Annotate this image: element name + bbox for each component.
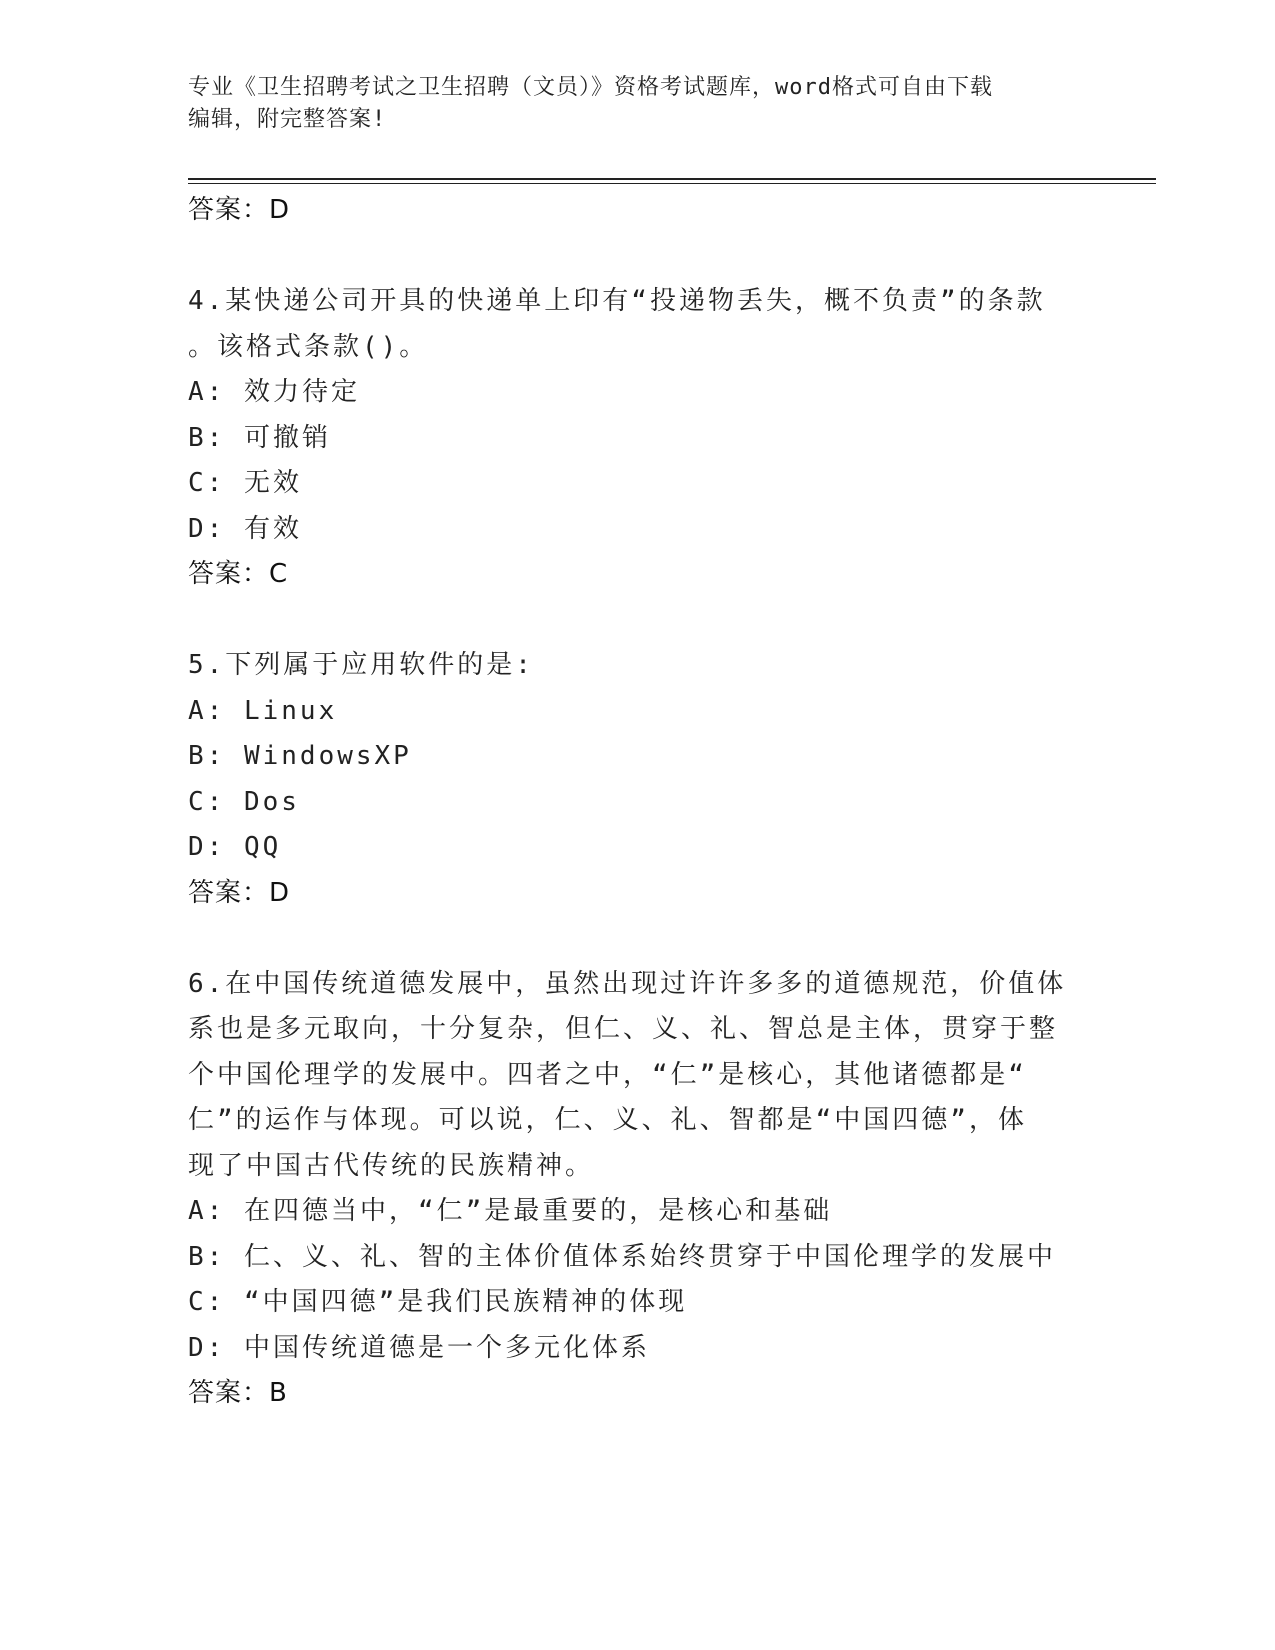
question-stem-line: 系也是多元取向，十分复杂，但仁、义、礼、智总是主体，贯穿于整 (188, 1014, 1059, 1044)
header-divider-thin (188, 183, 1156, 184)
question-stem-line: 个中国伦理学的发展中。四者之中，“仁”是核心，其他诸德都是“ (188, 1059, 1027, 1090)
option-c: C: 无效 (188, 468, 302, 498)
answer: 答案：C (188, 559, 289, 589)
spacer (188, 916, 1088, 962)
option-d: D: 有效 (188, 513, 302, 544)
question-5 (188, 643, 1088, 916)
previous-answer: 答案：D (188, 195, 291, 225)
question-stem-line: 4.某快递公司开具的快递单上印有“投递物丢失，概不负责”的条款 (188, 286, 1046, 316)
option-b: B: 仁、义、礼、智的主体价值体系始终贯穿于中国伦理学的发展中 (188, 1241, 1056, 1272)
question-6 (188, 962, 1088, 1417)
option-a: A: 在四德当中，“仁”是最重要的，是核心和基础 (188, 1196, 833, 1226)
document-header (188, 72, 1078, 136)
question-list (188, 188, 1088, 1417)
question-stem-line: 5.下列属于应用软件的是: (188, 650, 534, 680)
option-b: B: 可撤销 (188, 422, 331, 453)
question-stem-line: 仁”的运作与体现。可以说，仁、义、礼、智都是“中国四德”，体 (188, 1105, 1027, 1135)
header-line-1: 专业《卫生招聘考试之卫生招聘（文员）》资格考试题库，word格式可自由下载 (188, 75, 993, 100)
answer: 答案：B (188, 1378, 288, 1408)
question-4 (188, 279, 1088, 598)
answer: 答案：D (188, 877, 291, 908)
spacer (188, 234, 1088, 280)
option-b: B: WindowsXP (188, 741, 412, 771)
header-divider-thick (188, 178, 1156, 180)
question-stem-line: 6.在中国传统道德发展中，虽然出现过许许多多的道德规范，价值体 (188, 968, 1067, 999)
header-line-2: 编辑，附完整答案! (188, 107, 387, 132)
question-stem-line: 现了中国古代传统的民族精神。 (188, 1150, 595, 1181)
question-stem-line: 。该格式条款()。 (188, 331, 429, 362)
option-c: C: “中国四德”是我们民族精神的体现 (188, 1287, 688, 1317)
option-d: D: 中国传统道德是一个多元化体系 (188, 1332, 650, 1363)
option-a: A: Linux (188, 695, 338, 726)
option-c: C: Dos (188, 786, 300, 817)
option-a: A: 效力待定 (188, 377, 360, 407)
spacer (188, 598, 1088, 644)
option-d: D: QQ (188, 832, 282, 862)
